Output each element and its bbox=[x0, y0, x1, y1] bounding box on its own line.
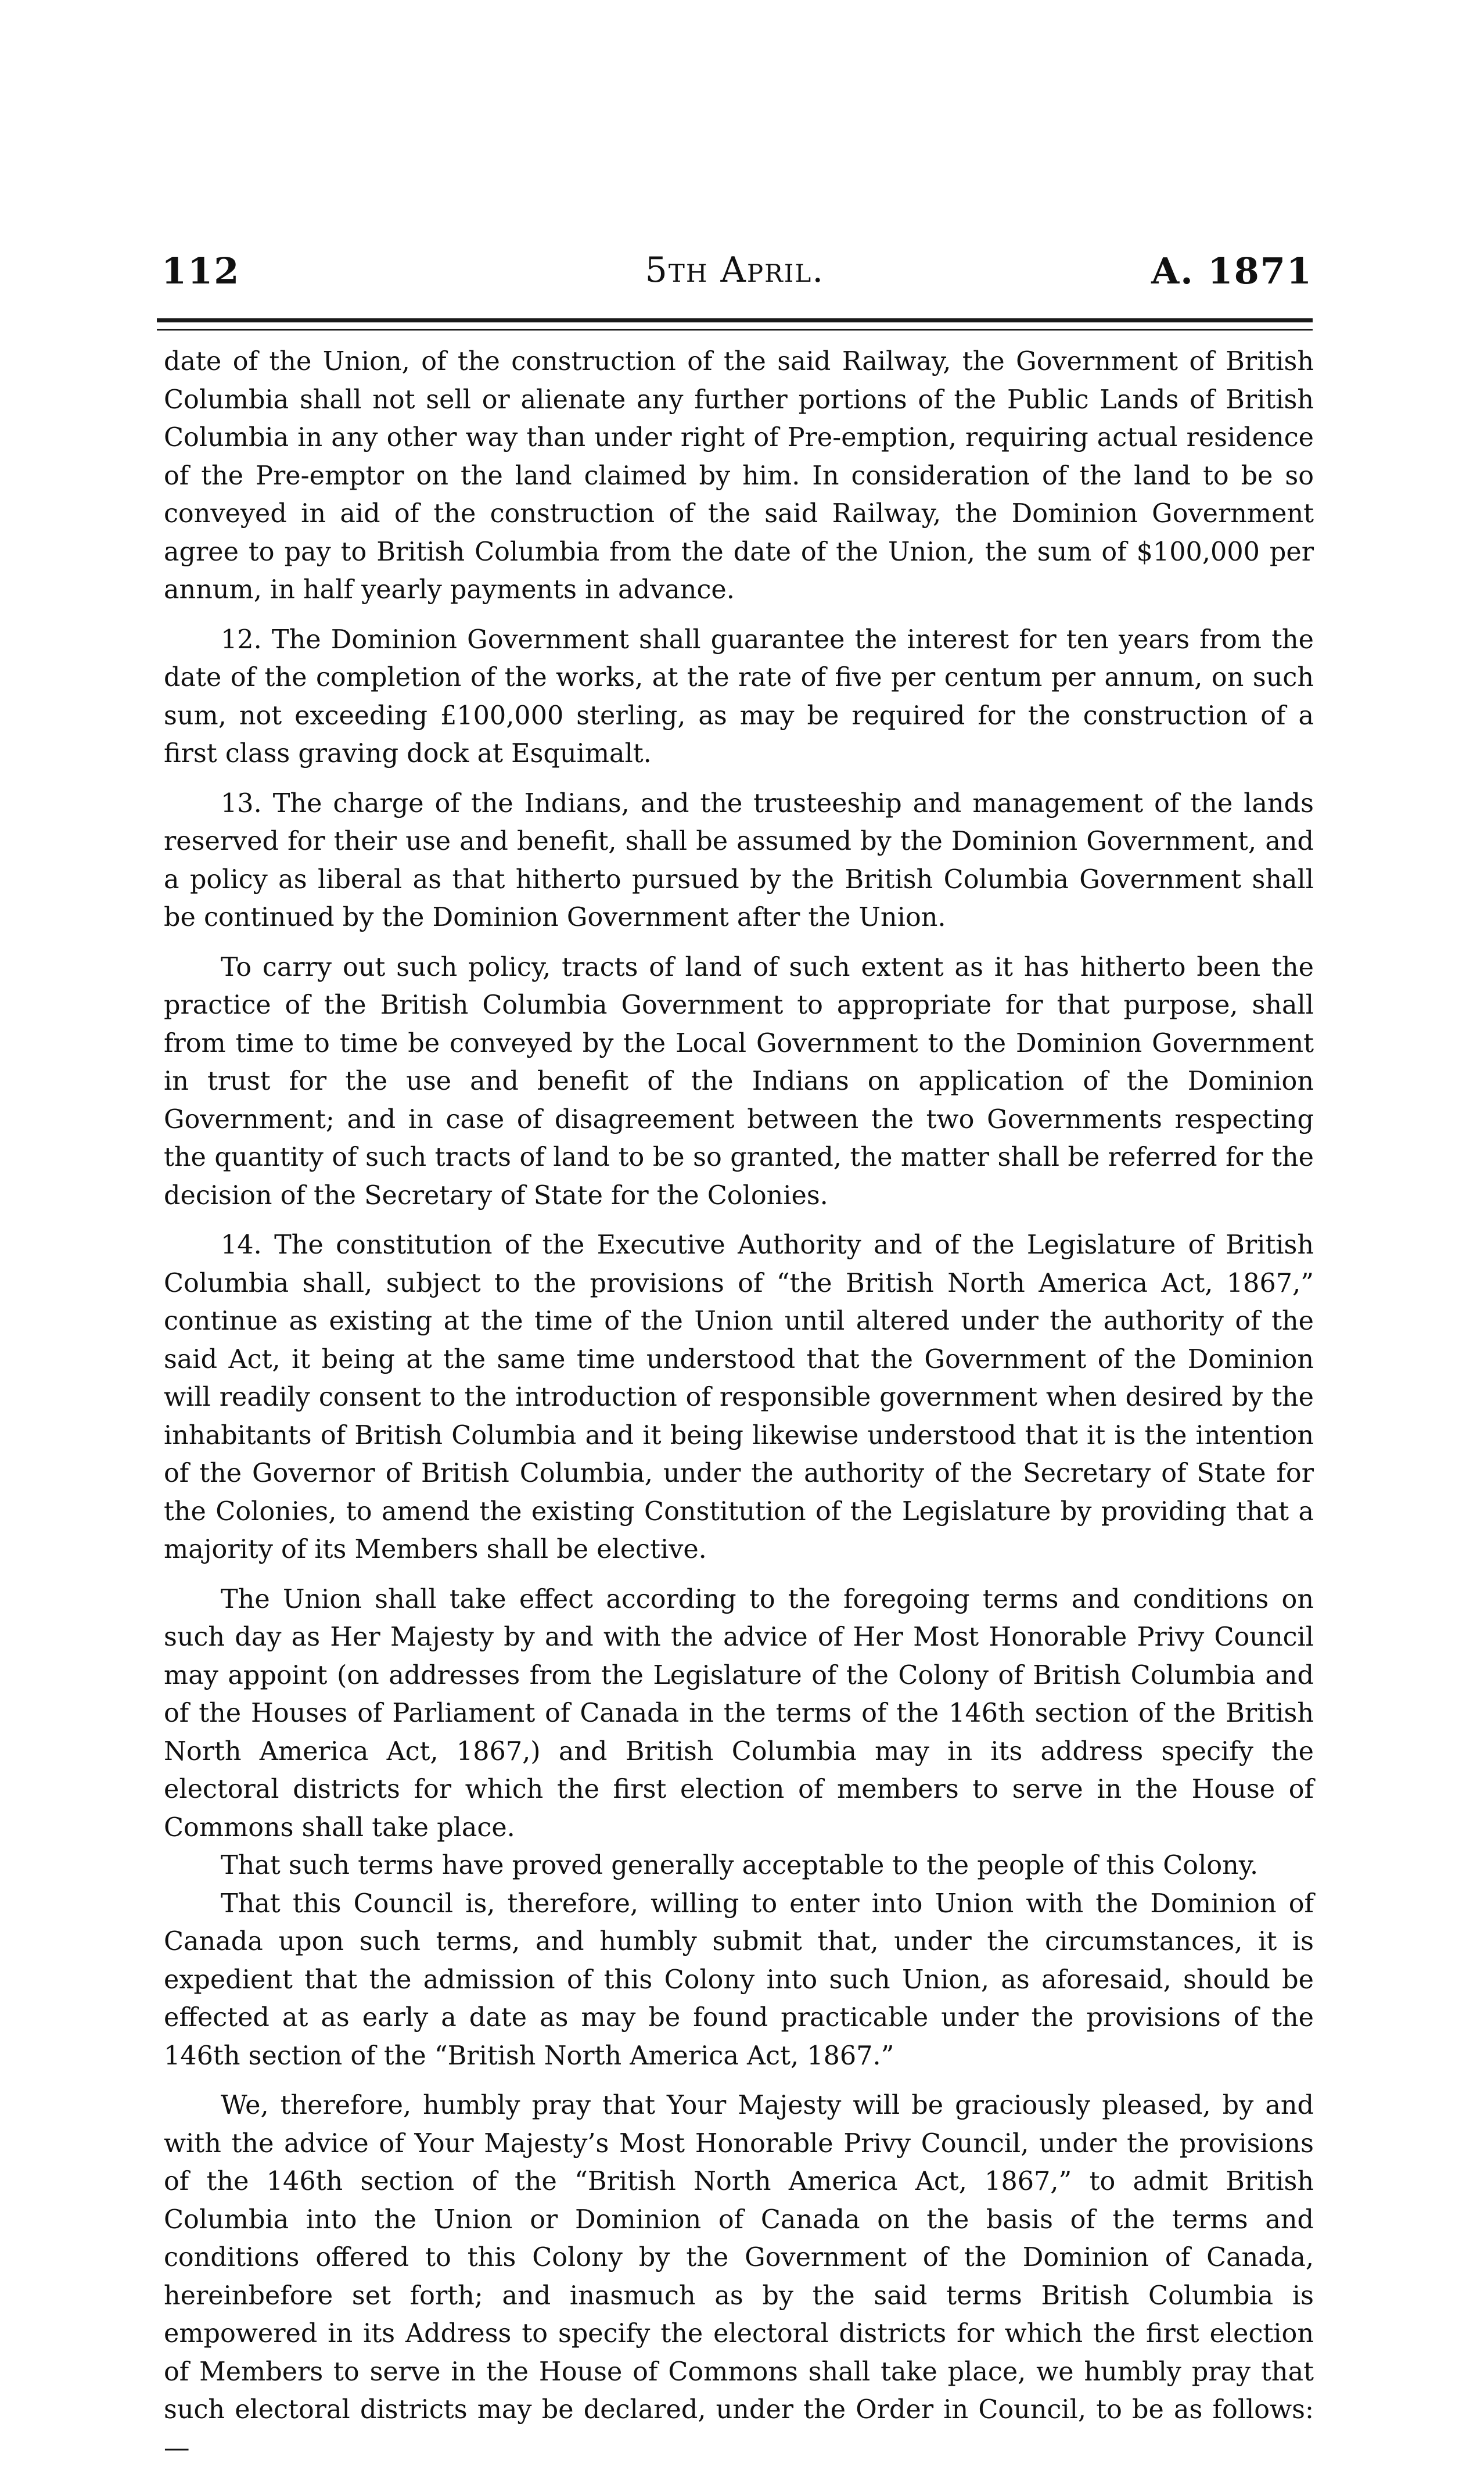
paragraph-indian-lands: To carry out such policy, tracts of land of such extent as it has hitherto been the practice of the British Columbia Government to appropriate for that purpose, shall from time to time be conveyed by the Local Government to the Dominion Government in trust for the use and benefit of the Indians on application of the Dominion Government; and in case of disagreement between the two Governments respecting the quantity of such tracts of land to be so granted, the matter shall be referred for the decision of the Secretary of State for the Colonies. bbox=[164, 952, 1314, 1211]
paragraph-section-12: 12. The Dominion Government shall guarantee the interest for ten years from the date of the completion of the works, at the rate of five per centum per annum, on such sum, not exceeding £100,000 sterling, as may be required for the construction of a first class graving dock at Esquimalt. bbox=[164, 624, 1314, 769]
running-head: 5th April. bbox=[645, 250, 825, 290]
header-rule-thick bbox=[157, 318, 1313, 322]
body-text bbox=[164, 343, 1314, 2463]
paragraph-council-willing: That this Council is, therefore, willing to enter into Union with the Dominion of Canada upon such terms, and humbly submit that, under the circumstances, it is expedient that the admission of this Colony into such Union, as aforesaid, should be effected at as early a date as may be found practicable under the provisions of the 146th section of the “British North America Act, 1867.” bbox=[164, 1888, 1314, 2071]
paragraph-union-effect: The Union shall take effect according to the foregoing terms and conditions on such day as Her Majesty by and with the advice of Her Most Honorable Privy Council may appoint (on addresses from the Legislature of the Colony of British Columbia and of the Houses of Parliament of Canada in the terms of the 146th section of the British North America Act, 1867,) and British Columbia may in its address specify the electoral districts for which the first election of members to serve in the House of Commons shall take place. bbox=[164, 1584, 1314, 1843]
paragraph-section-14: 14. The constitution of the Executive Authority and of the Legislature of British Columbia shall, subject to the provisions of “the British North America Act, 1867,” continue as existing at the time of the Union until altered under the authority of the said Act, it being at the same time understood that the Government of the Dominion will readily consent to the introduction of responsible government when desired by the inhabitants of British Columbia and it being likewise understood that it is the intention of the Governor of British Columbia, under the authority of the Secretary of State for the Colonies, to amend the existing Constitution of the Legislature by providing that a majority of its Members shall be elective. bbox=[164, 1230, 1314, 1564]
header-rule-thin bbox=[157, 329, 1313, 331]
paragraph-terms-acceptable: That such terms have proved generally acceptable to the people of this Colony. bbox=[221, 1851, 1259, 1880]
paragraph-section-13: 13. The charge of the Indians, and the trusteeship and management of the lands reserved for their use and benefit, shall be assumed by the Dominion Government, and a policy as liberal as that hitherto pursued by the British Columbia Government shall be continued by the Dominion Government after the Union. bbox=[164, 788, 1314, 932]
page-header bbox=[157, 250, 1313, 302]
year-label: A. 1871 bbox=[1151, 250, 1313, 292]
paragraph-humble-prayer: We, therefore, humbly pray that Your Majesty will be graciously pleased, by and with the advice of Your Majesty’s Most Honorable Privy Council, under the provisions of the 146th section of the “British North America Act, 1867,” to admit British Columbia into the Union or Dominion of Canada on the basis of the terms and conditions offered to this Colony by the Government of the Dominion of Canada, hereinbefore set forth; and inasmuch as by the said terms British Columbia is empowered in its Address to specify the electoral districts for which the first election of Members to serve in the House of Commons shall take place, we humbly pray that such electoral districts may be declared, under the Order in Council, to be as follows:— bbox=[164, 2091, 1314, 2463]
page-number: 112 bbox=[161, 250, 240, 292]
paragraph-continuation: date of the Union, of the construction of the said Railway, the Government of British Columbia shall not sell or alienate any further portions of the Public Lands of British Columbia in any other way than under right of Pre-emption, requiring actual residence of the Pre-emptor on the land claimed by him. In consideration of the land to be so conveyed in aid of the construction of the said Railway, the Dominion Government agree to pay to British Columbia from the date of the Union, the sum of $100,000 per annum, in half yearly payments in advance. bbox=[164, 347, 1314, 605]
